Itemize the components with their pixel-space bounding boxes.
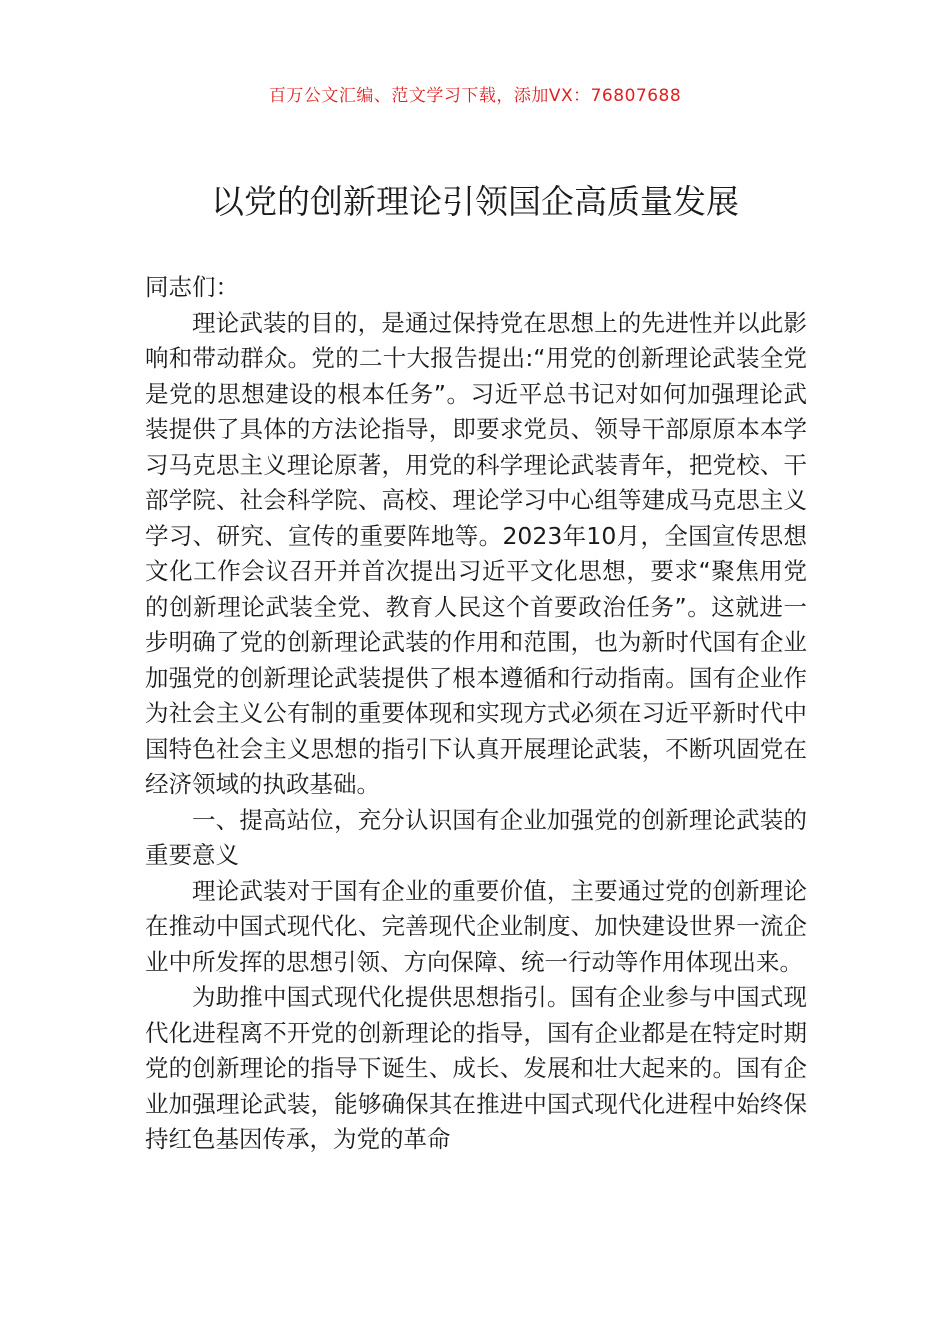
paragraph-1: 理论武装的目的，是通过保持党在思想上的先进性并以此影响和带动群众。党的二十大报告提出:“用党的创新理论武装全党是党的思想建设的根本任务”。习近平总书记对如何加强理论武装提供了具体的方法论指导，即要求党员、领导干部原原本本学习马克思主义理论原著，用党的科学理论武装青年，把党校、干部学院、社会科学院、高校、理论学习中心组等建成马克思主义学习、研究、宣传的重要阵地等。2023年10月，全国宣传思想文化工作会议召开并首次提出习近平文化思想，要求“聚焦用党的创新理论武装全党、教育人民这个首要政治任务”。这就进一步明确了党的创新理论武装的作用和范围，也为新时代国有企业加强党的创新理论武装提供了根本遵循和行动指南。国有企业作为社会主义公有制的重要体现和实现方式必须在习近平新时代中国特色社会主义思想的指引下认真开展理论武装，不断巩固党在经济领域的执政基础。 [145, 308, 807, 798]
paragraph-3: 为助推中国式现代化提供思想指引。国有企业参与中国式现代化进程离不开党的创新理论的指导，国有企业都是在特定时期党的创新理论的指导下诞生、成长、发展和壮大起来的。国有企业加强理论武装，能够确保其在推进中国式现代化进程中始终保持红色基因传承，为党的革命 [145, 983, 807, 1153]
salutation: 同志们： [145, 273, 239, 301]
document-body [145, 270, 807, 1158]
header-note: 百万公文汇编、范文学习下载，添加VX：76807688 [268, 86, 682, 106]
document-title: 以党的创新理论引领国企高质量发展 [211, 182, 739, 221]
paragraph-2: 理论武装对于国有企业的重要价值，主要通过党的创新理论在推动中国式现代化、完善现代企业制度、加快建设世界一流企业中所发挥的思想引领、方向保障、统一行动等作用体现出来。 [145, 876, 807, 976]
section-heading-1: 一、提高站位，充分认识国有企业加强党的创新理论武装的重要意义 [145, 805, 807, 869]
